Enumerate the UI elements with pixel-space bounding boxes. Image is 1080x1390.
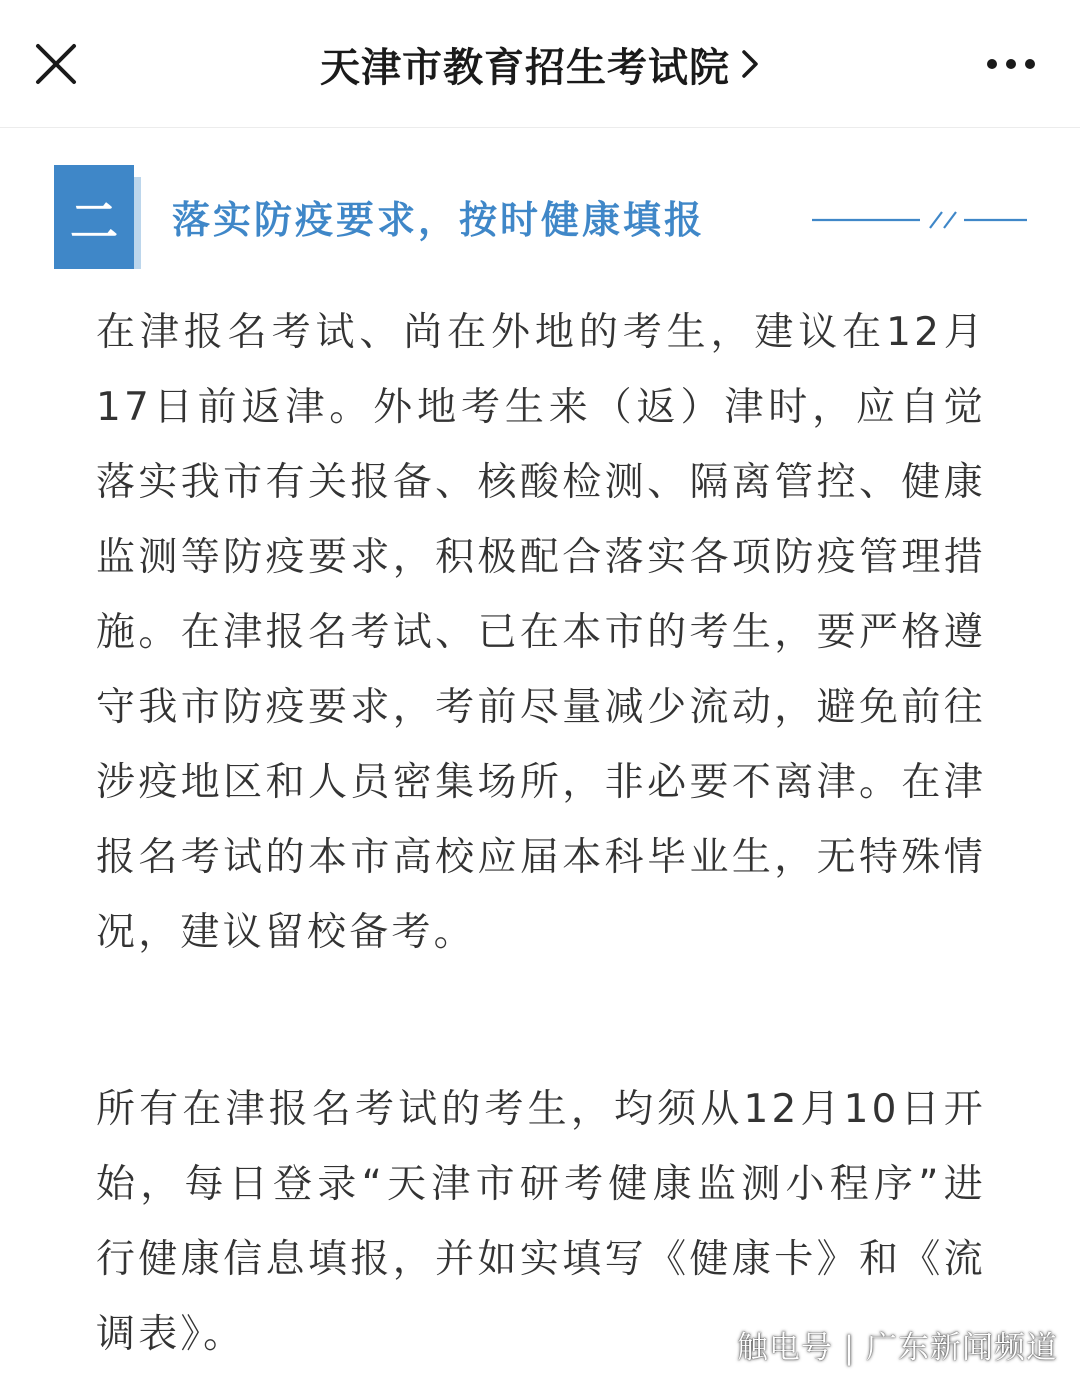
more-dot (1006, 59, 1016, 69)
section-number-badge (54, 165, 134, 269)
account-title: 天津市教育招生考试院 (320, 44, 730, 91)
section-badge-shadow (134, 177, 141, 269)
section-header (54, 165, 1034, 269)
source-watermark: 触电号 | 广东新闻频道 (736, 1330, 1058, 1366)
more-dot (987, 59, 997, 69)
section-number: 二 (69, 193, 118, 250)
more-dot (1025, 59, 1035, 69)
more-options-button[interactable] (976, 40, 1046, 88)
chevron-right-icon (740, 49, 760, 79)
article-paragraph: 在津报名考试、尚在外地的考生，建议在12月17日前返津。外地考生来（返）津时，应自觉落实我市有关报备、核酸检测、隔离管控、健康监测等防疫要求，积极配合落实各项防疫管理措施。在津报名考试、已在本市的考生，要严格遵守我市防疫要求，考前尽量减少流动，避免前往涉疫地区和人员密集场所，非必要不离津。在津报名考试的本市高校应届本科毕业生，无特殊情况，建议留校备考。 (96, 310, 986, 955)
close-button[interactable] (28, 36, 84, 92)
close-icon (35, 43, 77, 85)
section-title: 落实防疫要求，按时健康填报 (172, 198, 706, 242)
account-title-link[interactable] (190, 34, 890, 94)
article-paragraph: 所有在津报名考试的考生，均须从12月10日开始，每日登录“天津市研考健康监测小程序”进行健康信息填报，并如实填写《健康卡》和《流调表》。 (96, 1087, 986, 1357)
top-bar (0, 0, 1080, 128)
decorative-line-icon (812, 209, 1027, 231)
